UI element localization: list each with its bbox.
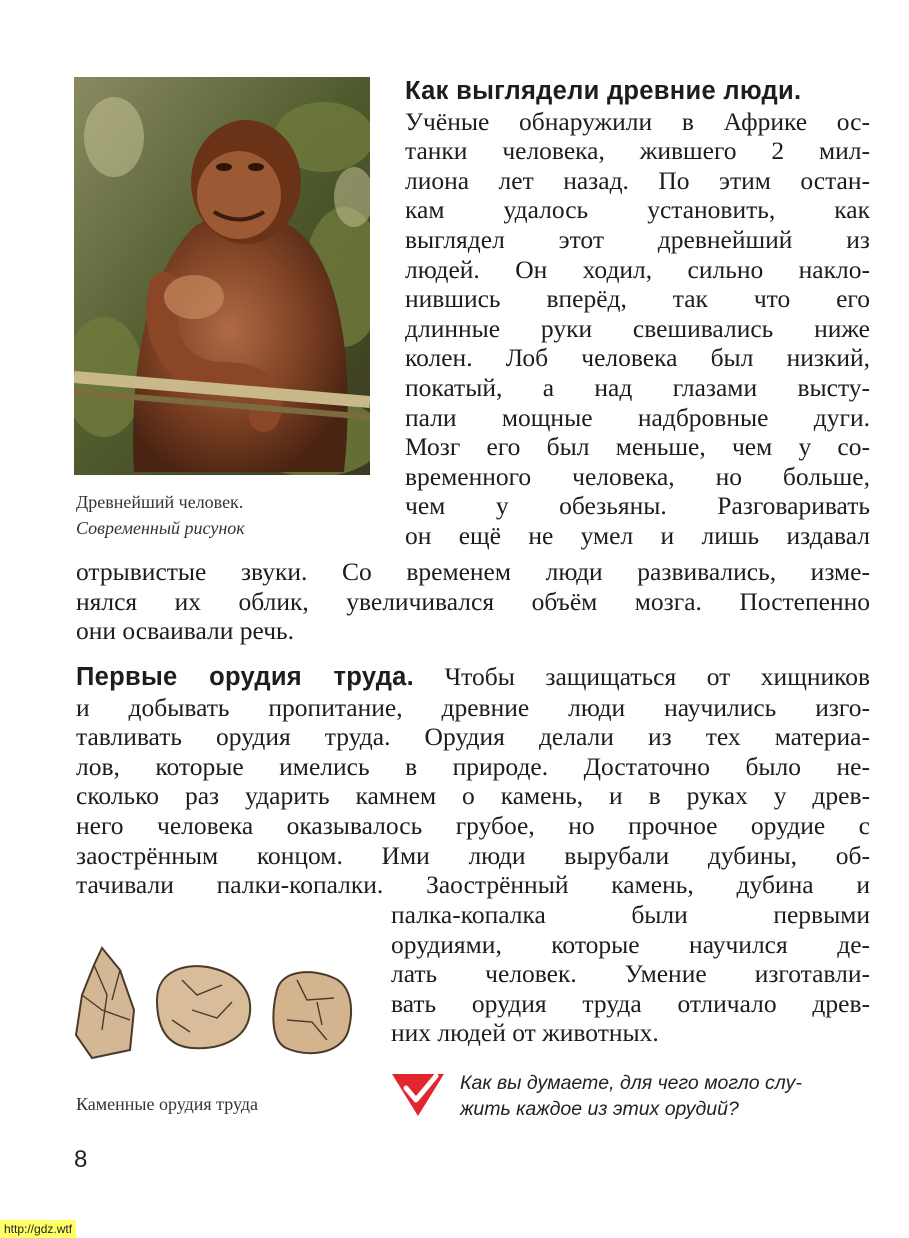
text-line: покатый, а над глазами высту- <box>405 372 870 402</box>
text-line-with-heading <box>76 662 870 693</box>
watermark-link[interactable]: http://gdz.wtf <box>0 1220 76 1238</box>
round-stone-icon <box>157 966 250 1048</box>
text-line: лать человек. Умение изготавли- <box>391 959 870 989</box>
question-line: жить каждое из этих орудий? <box>460 1098 739 1120</box>
text-line: и добывать пропитание, древние люди научились изго- <box>76 692 870 722</box>
text-line: выглядел этот древнейший из <box>405 224 870 254</box>
text-line: они осваивали речь. <box>76 616 295 646</box>
section-first-tools <box>76 662 870 900</box>
text-line: них людей от животных. <box>391 1018 659 1048</box>
text-line: нялся их облик, увеличивался объём мозга. Постепенно <box>76 586 870 616</box>
text-line: тачивали палки-копалки. Заострённый камень, дубина и <box>76 870 870 900</box>
text-line: лиона лет назад. По этим остан- <box>405 165 870 195</box>
caption-subtitle: Современный рисунок <box>76 518 245 538</box>
text-line: орудиями, которые научился де- <box>391 929 870 959</box>
checkmark-triangle-icon <box>390 1070 446 1118</box>
text-line: отрывистые звуки. Со временем люди развивались, изме- <box>76 557 870 586</box>
section-ancient-people-continued <box>76 557 870 646</box>
text-line: он ещё не умел и лишь издавал <box>405 520 870 550</box>
text-line: колен. Лоб человека был низкий, <box>405 343 870 373</box>
section-heading: Как выглядели древние люди. <box>405 77 802 105</box>
text-line: длинные руки свешивались ниже <box>405 313 870 343</box>
section-first-tools-continued <box>391 900 870 1048</box>
text-line: временного человека, но больше, <box>405 461 870 491</box>
question-line: Как вы думаете, для чего могло слу- <box>460 1072 802 1094</box>
illustration-caption <box>76 489 376 541</box>
text-line: чем у обезьяны. Разговаривать <box>405 491 870 521</box>
question-text <box>460 1070 880 1122</box>
text-line: заострённым концом. Ими люди вырубали дубины, об- <box>76 840 870 870</box>
section-heading: Первые орудия труда. <box>76 663 415 691</box>
text-line: Мозг его был меньше, чем у со- <box>405 432 870 462</box>
text-line: лов, которые имелись в природе. Достаточно было не- <box>76 751 870 781</box>
text-fragment: Чтобы защищаться от хищников <box>444 662 871 691</box>
text-line: палка-копалка были первыми <box>391 900 870 929</box>
text-line: сколько раз ударить камнем о камень, и в руках у древ- <box>76 781 870 811</box>
text-line: пали мощные надбровные дуги. <box>405 402 870 432</box>
text-line: танки человека, жившего 2 мил- <box>405 136 870 166</box>
caption-title: Древнейший человек. <box>76 492 244 512</box>
text-line: нившись вперёд, так что его <box>405 284 870 314</box>
chopper-stone-icon <box>273 972 351 1053</box>
stone-tools-illustration <box>72 940 362 1065</box>
text-line: людей. Он ходил, сильно накло- <box>405 254 870 284</box>
tools-caption: Каменные орудия труда <box>76 1094 259 1114</box>
text-line: Учёные обнаружили в Африке ос- <box>405 106 870 136</box>
text-line: кам удалось установить, как <box>405 195 870 225</box>
page-number: 8 <box>74 1146 88 1173</box>
text-line: вать орудия труда отличало древ- <box>391 988 870 1018</box>
text-line: тавливать орудия труда. Орудия делали из тех материа- <box>76 722 870 752</box>
section-ancient-people-narrow <box>405 77 870 551</box>
hand-axe-icon <box>76 948 134 1058</box>
ancient-man-illustration <box>74 77 370 475</box>
text-line: него человека оказывалось грубое, но прочное орудие с <box>76 810 870 840</box>
